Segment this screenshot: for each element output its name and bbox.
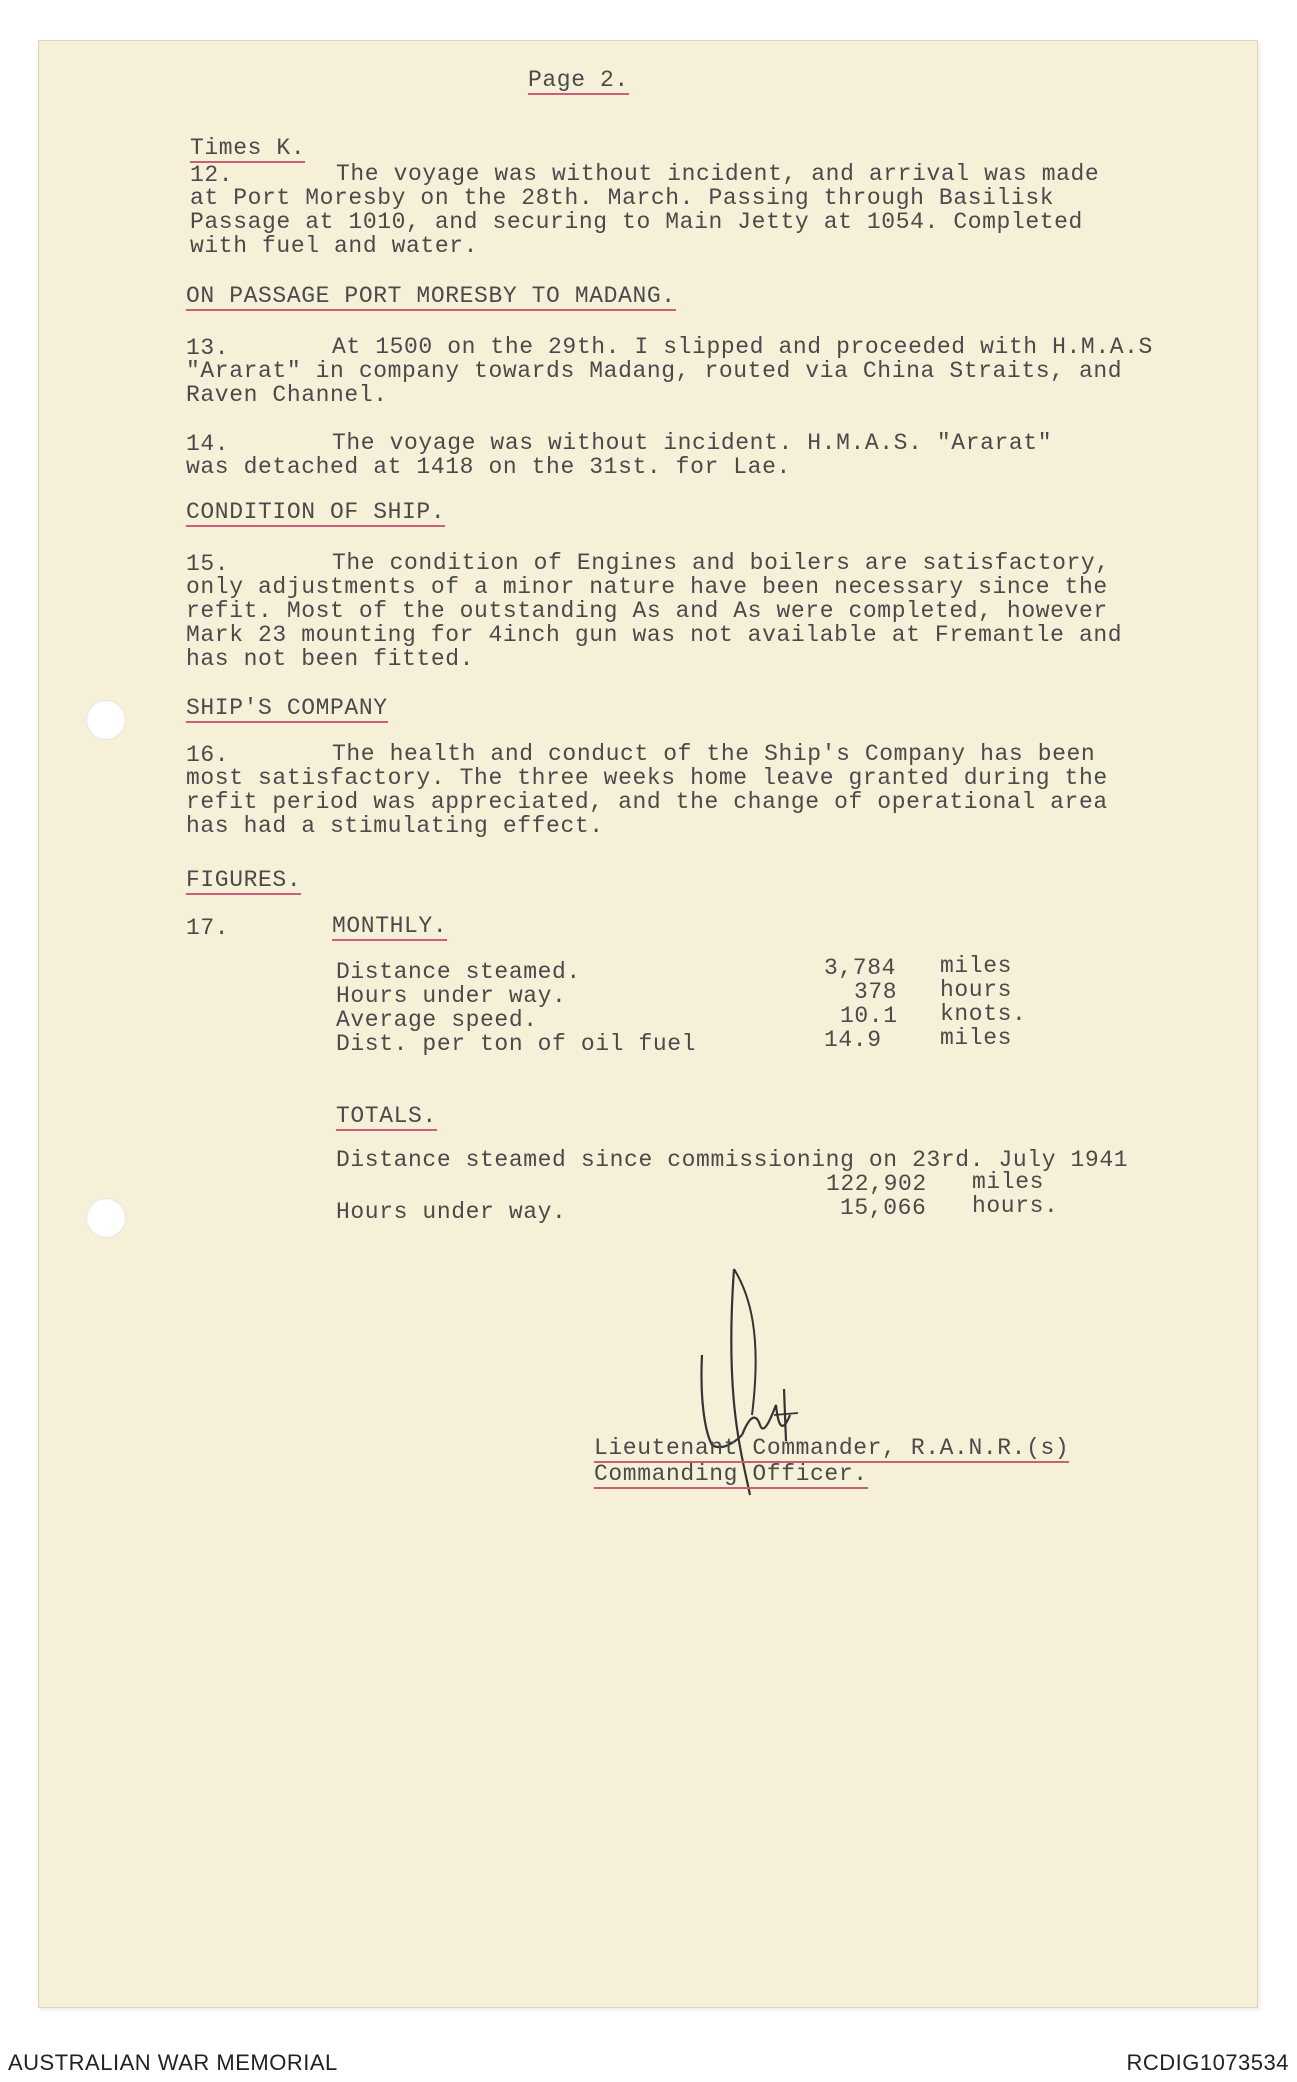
totals-distance-unit: miles <box>972 1169 1045 1195</box>
para-13-line: "Ararat" in company towards Madang, routed via China Straits, and <box>186 358 1123 384</box>
para-15-line: has not been fitted. <box>186 646 475 672</box>
heading-totals: TOTALS. <box>336 1103 437 1129</box>
monthly-value: 10.1 <box>840 1003 898 1029</box>
monthly-unit: miles <box>940 1025 1013 1051</box>
para-16-line: has had a stimulating effect. <box>186 813 604 839</box>
para-15-line: refit. Most of the outstanding As and As were completed, however <box>186 598 1108 624</box>
totals-distance-value: 122,902 <box>826 1171 927 1197</box>
para-15-number: 15. <box>186 551 230 577</box>
section-times-k: Times K. <box>190 135 306 161</box>
punch-hole-top <box>86 700 126 740</box>
para-12-line: with fuel and water. <box>190 233 479 259</box>
para-13 <box>186 335 1153 407</box>
para-14-number: 14. <box>186 431 230 457</box>
para-16-line: most satisfactory. The three weeks home leave granted during the <box>186 765 1108 791</box>
para-15-line: The condition of Engines and boilers are satisfactory, <box>332 550 1110 576</box>
heading-figures: FIGURES. <box>186 867 302 893</box>
punch-hole-bottom <box>86 1198 126 1238</box>
footer-institution: AUSTRALIAN WAR MEMORIAL <box>8 2050 338 2075</box>
footer-record-id: RCDIG1073534 <box>1126 2050 1289 2075</box>
para-14-line: was detached at 1418 on the 31st. for Lae. <box>186 454 791 480</box>
para-14 <box>186 431 1052 479</box>
monthly-value: 14.9 <box>824 1027 882 1053</box>
heading-monthly: MONTHLY. <box>332 913 448 939</box>
para-14-line: The voyage was without incident. H.M.A.S. "Ararat" <box>332 430 1053 456</box>
para-12-number: 12. <box>190 162 234 188</box>
para-12-line: The voyage was without incident, and arrival was made <box>336 161 1100 187</box>
para-13-line: Raven Channel. <box>186 382 388 408</box>
monthly-unit: knots. <box>940 1001 1027 1027</box>
para-16 <box>186 742 1108 838</box>
para-16-line: The health and conduct of the Ship's Company has been <box>332 741 1096 767</box>
para-12 <box>190 162 1099 258</box>
heading-ships-company: SHIP'S COMPANY <box>186 695 388 721</box>
para-12-line: Passage at 1010, and securing to Main Jetty at 1054. Completed <box>190 209 1083 235</box>
monthly-value: 378 <box>854 979 898 1005</box>
heading-passage: ON PASSAGE PORT MORESBY TO MADANG. <box>186 283 676 309</box>
monthly-unit: miles <box>940 953 1013 979</box>
monthly-value: 3,784 <box>824 955 897 981</box>
monthly-unit: hours <box>940 977 1013 1003</box>
page-label: Page 2. <box>528 67 629 93</box>
heading-condition: CONDITION OF SHIP. <box>186 499 446 525</box>
monthly-label: Dist. per ton of oil fuel <box>336 1031 697 1057</box>
monthly-label: Average speed. <box>336 1007 538 1033</box>
totals-hours-value: 15,066 <box>840 1195 927 1221</box>
para-17-number: 17. <box>186 915 230 941</box>
signatory-rank: Lieutenant Commander, R.A.N.R.(s) <box>594 1435 1070 1461</box>
para-12-line: at Port Moresby on the 28th. March. Passing through Basilisk <box>190 185 1055 211</box>
para-13-line: At 1500 on the 29th. I slipped and proceeded with H.M.A.S <box>332 334 1153 360</box>
totals-hours-unit: hours. <box>972 1193 1059 1219</box>
para-16-line: refit period was appreciated, and the change of operational area <box>186 789 1108 815</box>
signatory-title: Commanding Officer. <box>594 1461 868 1487</box>
para-15 <box>186 551 1122 671</box>
para-15-line: only adjustments of a minor nature have been necessary since the <box>186 574 1108 600</box>
para-16-number: 16. <box>186 742 230 768</box>
para-13-number: 13. <box>186 335 230 361</box>
monthly-label: Distance steamed. <box>336 959 581 985</box>
para-15-line: Mark 23 mounting for 4inch gun was not available at Fremantle and <box>186 622 1123 648</box>
totals-hours-label: Hours under way. <box>336 1199 567 1225</box>
totals-distance-label: Distance steamed since commissioning on 23rd. July 1941 <box>336 1147 1129 1173</box>
monthly-label: Hours under way. <box>336 983 567 1009</box>
